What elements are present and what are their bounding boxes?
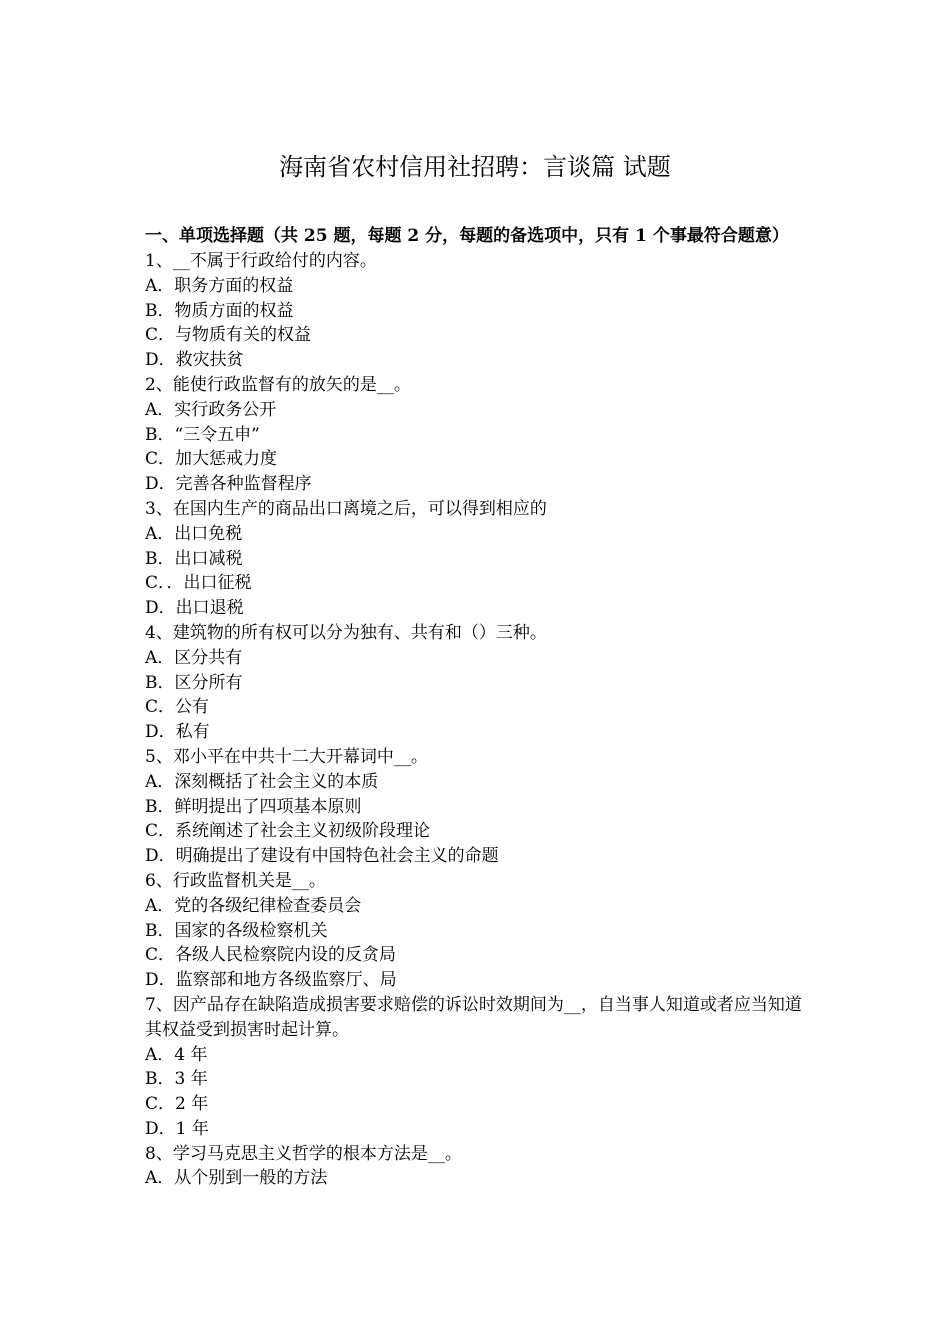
answer-option: C．公有	[145, 697, 210, 718]
question-stem: 5、邓小平在中共十二大开幕词中__。	[145, 746, 428, 767]
answer-option: D．监察部和地方各级监察厅、局	[145, 970, 397, 991]
answer-option: D．私有	[145, 722, 210, 743]
answer-option: B．区分所有	[145, 672, 243, 693]
answer-option: A．4 年	[145, 1044, 208, 1065]
answer-option: B．出口减税	[145, 548, 243, 569]
answer-option: D．出口退税	[145, 598, 244, 619]
answer-option: B．物质方面的权益	[145, 300, 294, 321]
section-heading: 一、单项选择题（共 25 题，每题 2 分，每题的备选项中，只有 1 个事最符合题意）	[145, 226, 789, 246]
answer-option: B．“三令五申”	[145, 424, 260, 445]
answer-option: C．各级人民检察院内设的反贪局	[145, 945, 397, 966]
answer-option: C．．出口征税	[145, 573, 252, 594]
question-stem: 8、学习马克思主义哲学的根本方法是__。	[145, 1143, 462, 1164]
answer-option: A．党的各级纪律检查委员会	[145, 895, 362, 916]
question-stem: 6、行政监督机关是__。	[145, 870, 326, 891]
answer-option: D．明确提出了建设有中国特色社会主义的命题	[145, 846, 499, 867]
document-body	[145, 224, 810, 1191]
answer-option: B．3 年	[145, 1069, 208, 1090]
answer-option: A．出口免税	[145, 523, 243, 544]
answer-option: C．加大惩戒力度	[145, 449, 278, 470]
answer-option: D．1 年	[145, 1118, 209, 1139]
answer-option: C．系统阐述了社会主义初级阶段理论	[145, 821, 431, 842]
answer-option: A．深刻概括了社会主义的本质	[145, 771, 379, 792]
answer-option: A．从个别到一般的方法	[145, 1168, 328, 1189]
question-list	[145, 249, 810, 1191]
question-stem: 1、__不属于行政给付的内容。	[145, 251, 377, 271]
answer-option: B．鲜明提出了四项基本原则	[145, 796, 362, 817]
answer-option: D．完善各种监督程序	[145, 474, 312, 495]
question-stem: 4、建筑物的所有权可以分为独有、共有和（）三种。	[145, 622, 547, 643]
answer-option: A．实行政务公开	[145, 399, 277, 420]
answer-option: C．与物质有关的权益	[145, 325, 312, 346]
question-stem: 2、能使行政监督有的放矢的是__。	[145, 374, 411, 395]
answer-option: B．国家的各级检察机关	[145, 920, 328, 941]
question-stem: 7、因产品存在缺陷造成损害要求赔偿的诉讼时效期间为__，自当事人知道或者应当知道其权益受到损害时起计算。	[145, 994, 802, 1040]
answer-option: C．2 年	[145, 1094, 209, 1115]
question-stem: 3、在国内生产的商品出口离境之后，可以得到相应的	[145, 498, 547, 519]
answer-option: A．职务方面的权益	[145, 275, 294, 296]
answer-option: A．区分共有	[145, 647, 243, 668]
document-title: 海南省农村信用社招聘：言谈篇 试题	[279, 153, 671, 181]
answer-option: D．救灾扶贫	[145, 350, 244, 371]
